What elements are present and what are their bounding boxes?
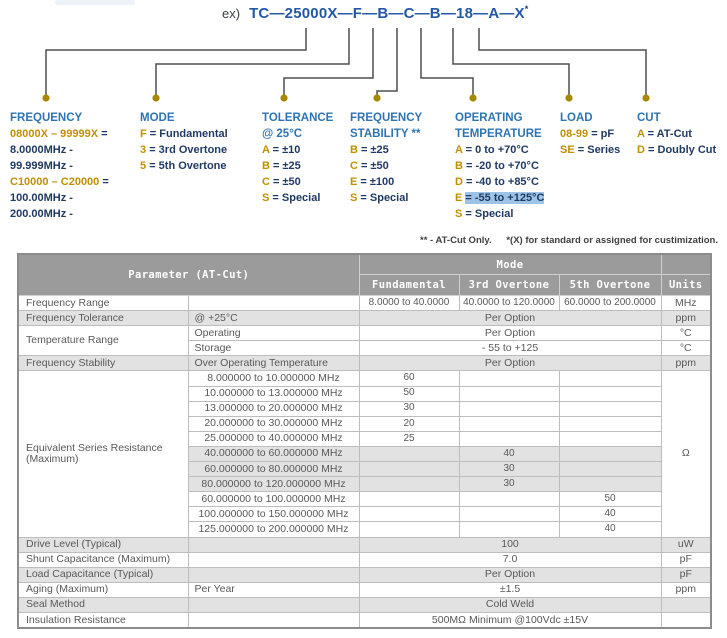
table-cell: Per Option (359, 567, 661, 582)
option-item (560, 126, 620, 142)
option-text: = 5th Overtone (149, 160, 227, 172)
option-text: = Fundamental (149, 128, 228, 140)
option-column-heading: FREQUENCY (350, 112, 423, 124)
table-cell: Per Option (359, 311, 661, 326)
option-code: A (455, 144, 463, 156)
option-text: = ±10 (272, 144, 301, 156)
table-cell: Cold Weld (359, 597, 661, 612)
table-cell (188, 552, 359, 567)
option-code: 3 (140, 144, 147, 156)
table-cell: Ω (661, 371, 711, 537)
table-cell (188, 537, 359, 552)
part-number-asterisk: * (524, 4, 529, 14)
option-code: 08-99 (560, 128, 589, 140)
part-number: TC—25000X—F—B—C—B—18—A—X* (249, 4, 529, 22)
option-code: A (262, 144, 270, 156)
option-text: = (101, 128, 108, 140)
table-cell: 25.000000 to 40.000000 MHz (188, 431, 359, 446)
option-item (10, 206, 109, 222)
table-cell (359, 446, 459, 461)
option-code: 08000X – 99999X (10, 128, 99, 140)
table-cell: Operating (188, 326, 359, 341)
table-row (18, 371, 711, 386)
table-cell (661, 612, 711, 628)
table-cell: 25 (359, 431, 459, 446)
option-item (140, 126, 228, 142)
table-row (18, 537, 711, 552)
option-item (10, 158, 109, 174)
table-cell (459, 401, 559, 416)
table-row (18, 567, 711, 582)
table-header-row-1 (18, 254, 711, 275)
table-cell (359, 462, 459, 477)
table-cell: ppm (661, 582, 711, 597)
table-row (18, 326, 711, 341)
table-cell: Per Option (359, 326, 661, 341)
table-cell (559, 431, 661, 446)
table-cell: 40 (559, 522, 661, 537)
table-cell (559, 401, 661, 416)
header-3rd-overtone: 3rd Overtone (459, 275, 559, 296)
option-text: = 3rd Overtone (149, 144, 228, 156)
table-cell: ppm (661, 311, 711, 326)
table-cell: 13.000000 to 20.000000 MHz (188, 401, 359, 416)
table-cell (188, 567, 359, 582)
table-cell: @ +25°C (188, 311, 359, 326)
option-text: = Special (465, 208, 514, 220)
option-text: 99.999MHz - (10, 160, 73, 172)
option-item (262, 190, 333, 206)
table-cell (359, 477, 459, 492)
table-cell: Drive Level (Typical) (18, 537, 188, 552)
table-cell (459, 492, 559, 507)
option-text: = Series (577, 144, 621, 156)
table-cell: Load Capacitance (Typical) (18, 567, 188, 582)
table-cell (661, 597, 711, 612)
footnote-at-cut-only: ** - AT-Cut Only. (420, 235, 492, 246)
table-body (18, 296, 711, 629)
table-cell: 60.0000 to 200.0000 (559, 296, 661, 311)
option-text: = -40 to +85°C (466, 176, 539, 188)
table-cell: Aging (Maximum) (18, 582, 188, 597)
table-cell (559, 477, 661, 492)
option-code: C (350, 160, 358, 172)
header-mode: Mode (359, 254, 661, 275)
option-item (455, 206, 544, 222)
option-text: = ±25 (361, 144, 389, 156)
option-item (350, 158, 422, 174)
table-cell: Frequency Stability (18, 356, 188, 371)
table-cell: Temperature Range (18, 326, 188, 356)
table-cell: Shunt Capacitance (Maximum) (18, 552, 188, 567)
option-code: D (455, 176, 463, 188)
table-cell: °C (661, 326, 711, 341)
option-text: = 0 to +70°C (465, 144, 529, 156)
table-cell: 30 (359, 401, 459, 416)
table-row (18, 311, 711, 326)
table-cell: uW (661, 537, 711, 552)
table-cell: 40 (559, 507, 661, 522)
option-text: = Special (360, 192, 409, 204)
option-column-heading: LOAD (560, 112, 593, 124)
table-cell: 500MΩ Minimum @100Vdc ±15V (359, 612, 661, 628)
table-cell (459, 386, 559, 401)
option-text: = Doubly Cut (648, 144, 717, 156)
option-code: 5 (140, 160, 147, 172)
option-column (560, 110, 620, 158)
table-cell (359, 522, 459, 537)
table-cell (459, 431, 559, 446)
table-row (18, 552, 711, 567)
option-column (10, 110, 109, 222)
table-cell: pF (661, 567, 711, 582)
option-code: B (262, 160, 270, 172)
header-units: Units (661, 275, 711, 296)
table-cell: Insulation Resistance (18, 612, 188, 628)
option-item (10, 142, 109, 158)
table-cell: 40.0000 to 120.0000 (459, 296, 559, 311)
table-cell: 60 (359, 371, 459, 386)
table-cell (559, 446, 661, 461)
table-row (18, 597, 711, 612)
option-code: SE (560, 144, 575, 156)
option-text: 8.0000MHz - (10, 144, 73, 156)
option-column-heading: TOLERANCE (262, 112, 334, 124)
option-text: = AT-Cut (647, 128, 692, 140)
table-cell: MHz (661, 296, 711, 311)
option-code: B (350, 144, 358, 156)
header-parameter: Parameter (AT-Cut) (18, 254, 359, 296)
table-cell (559, 416, 661, 431)
option-text: = ±50 (361, 160, 389, 172)
option-text: 200.00MHz - (10, 208, 73, 220)
table-cell: °C (661, 341, 711, 356)
option-code: A (637, 128, 645, 140)
table-cell (188, 296, 359, 311)
table-cell: Seal Method (18, 597, 188, 612)
table-cell: 100 (359, 537, 661, 552)
table-cell (459, 507, 559, 522)
table-cell: 60.000000 to 80.000000 MHz (188, 462, 359, 477)
table-cell: 10.000000 to 13.000000 MHz (188, 386, 359, 401)
option-column (455, 110, 544, 222)
part-number-line (222, 4, 528, 23)
option-code: E (350, 176, 358, 188)
option-item (10, 126, 109, 142)
option-column-heading: @ 25°C (262, 128, 303, 140)
option-text: = (102, 176, 109, 188)
option-text: = Special (272, 192, 321, 204)
table-cell (459, 371, 559, 386)
table-cell: 20 (359, 416, 459, 431)
table-cell: 40.000000 to 60.000000 MHz (188, 446, 359, 461)
option-item (350, 190, 422, 206)
table-cell: ±1.5 (359, 582, 661, 597)
table-cell (559, 462, 661, 477)
option-code: C10000 – C20000 (10, 176, 100, 188)
option-item (350, 174, 422, 190)
connector-lines (46, 28, 646, 95)
option-code: S (262, 192, 270, 204)
option-item (350, 142, 422, 158)
option-code: S (350, 192, 358, 204)
option-column (637, 110, 716, 158)
option-column-heading: FREQUENCY (10, 112, 83, 124)
option-column (140, 110, 228, 174)
table-cell (188, 597, 359, 612)
table-cell: 40 (459, 446, 559, 461)
table-cell: Over Operating Temperature (188, 356, 359, 371)
spec-table-wrap (17, 253, 712, 629)
option-item (455, 174, 544, 190)
option-column (262, 110, 333, 206)
table-cell: Per Option (359, 356, 661, 371)
option-text: = ±25 (273, 160, 301, 172)
option-column-heading: MODE (140, 112, 175, 124)
option-code: E (455, 192, 463, 204)
option-column-heading: CUT (637, 112, 661, 124)
option-column-heading: OPERATING (455, 112, 523, 124)
table-cell: pF (661, 552, 711, 567)
option-text: = pF (591, 128, 615, 140)
footnote-customization: *(X) for standard or assigned for custimization. (506, 235, 718, 246)
table-cell: ppm (661, 356, 711, 371)
table-cell (359, 507, 459, 522)
table-cell: Frequency Range (18, 296, 188, 311)
table-cell (459, 522, 559, 537)
option-text: = ±50 (273, 176, 301, 188)
cropped-artifact (55, 0, 135, 5)
option-text: = ±100 (360, 176, 395, 188)
table-cell: 50 (359, 386, 459, 401)
option-text-highlighted: = -55 to +125°C (465, 192, 545, 204)
table-cell (459, 416, 559, 431)
table-cell: Frequency Tolerance (18, 311, 188, 326)
table-cell: 8.000000 to 10.000000 MHz (188, 371, 359, 386)
option-column (350, 110, 422, 206)
option-code: F (140, 128, 147, 140)
option-item (637, 142, 716, 158)
option-item (140, 158, 228, 174)
table-cell: Equivalent Series Resistance (Maximum) (18, 371, 188, 537)
connector-dots (42, 94, 649, 101)
option-code: D (637, 144, 645, 156)
table-row (18, 296, 711, 311)
option-item (637, 126, 716, 142)
header-fundamental: Fundamental (359, 275, 459, 296)
table-cell: 7.0 (359, 552, 661, 567)
table-cell: 30 (459, 462, 559, 477)
table-cell: Storage (188, 341, 359, 356)
option-item (455, 190, 544, 206)
table-cell: 60.000000 to 100.000000 MHz (188, 492, 359, 507)
table-cell: Per Year (188, 582, 359, 597)
spec-table (17, 253, 712, 629)
table-row (18, 582, 711, 597)
table-cell: 20.000000 to 30.000000 MHz (188, 416, 359, 431)
option-column-heading: STABILITY ** (350, 128, 421, 140)
header-units-spacer (661, 254, 711, 275)
table-cell: 100.000000 to 150.000000 MHz (188, 507, 359, 522)
table-cell: - 55 to +125 (359, 341, 661, 356)
table-cell (359, 492, 459, 507)
option-item (262, 158, 333, 174)
option-item (455, 158, 544, 174)
option-item (10, 190, 109, 206)
table-head (18, 254, 711, 296)
table-cell: 80.000000 to 120.000000 MHz (188, 477, 359, 492)
table-row (18, 356, 711, 371)
table-cell (559, 371, 661, 386)
option-code: B (455, 160, 463, 172)
table-cell: 8.0000 to 40.0000 (359, 296, 459, 311)
header-5th-overtone: 5th Overtone (559, 275, 661, 296)
option-column-heading: TEMPERATURE (455, 128, 542, 140)
option-code: S (455, 208, 463, 220)
table-row (18, 612, 711, 628)
option-item (560, 142, 620, 158)
option-text: 100.00MHz - (10, 192, 73, 204)
option-item (10, 174, 109, 190)
table-cell (559, 386, 661, 401)
table-cell (188, 612, 359, 628)
option-text: = -20 to +70°C (466, 160, 539, 172)
option-item (455, 142, 544, 158)
option-item (262, 142, 333, 158)
option-item (262, 174, 333, 190)
option-code: C (262, 176, 270, 188)
option-item (140, 142, 228, 158)
table-cell: 30 (459, 477, 559, 492)
example-prefix: ex) (222, 6, 241, 21)
table-cell: 50 (559, 492, 661, 507)
table-cell: 125.000000 to 200.000000 MHz (188, 522, 359, 537)
